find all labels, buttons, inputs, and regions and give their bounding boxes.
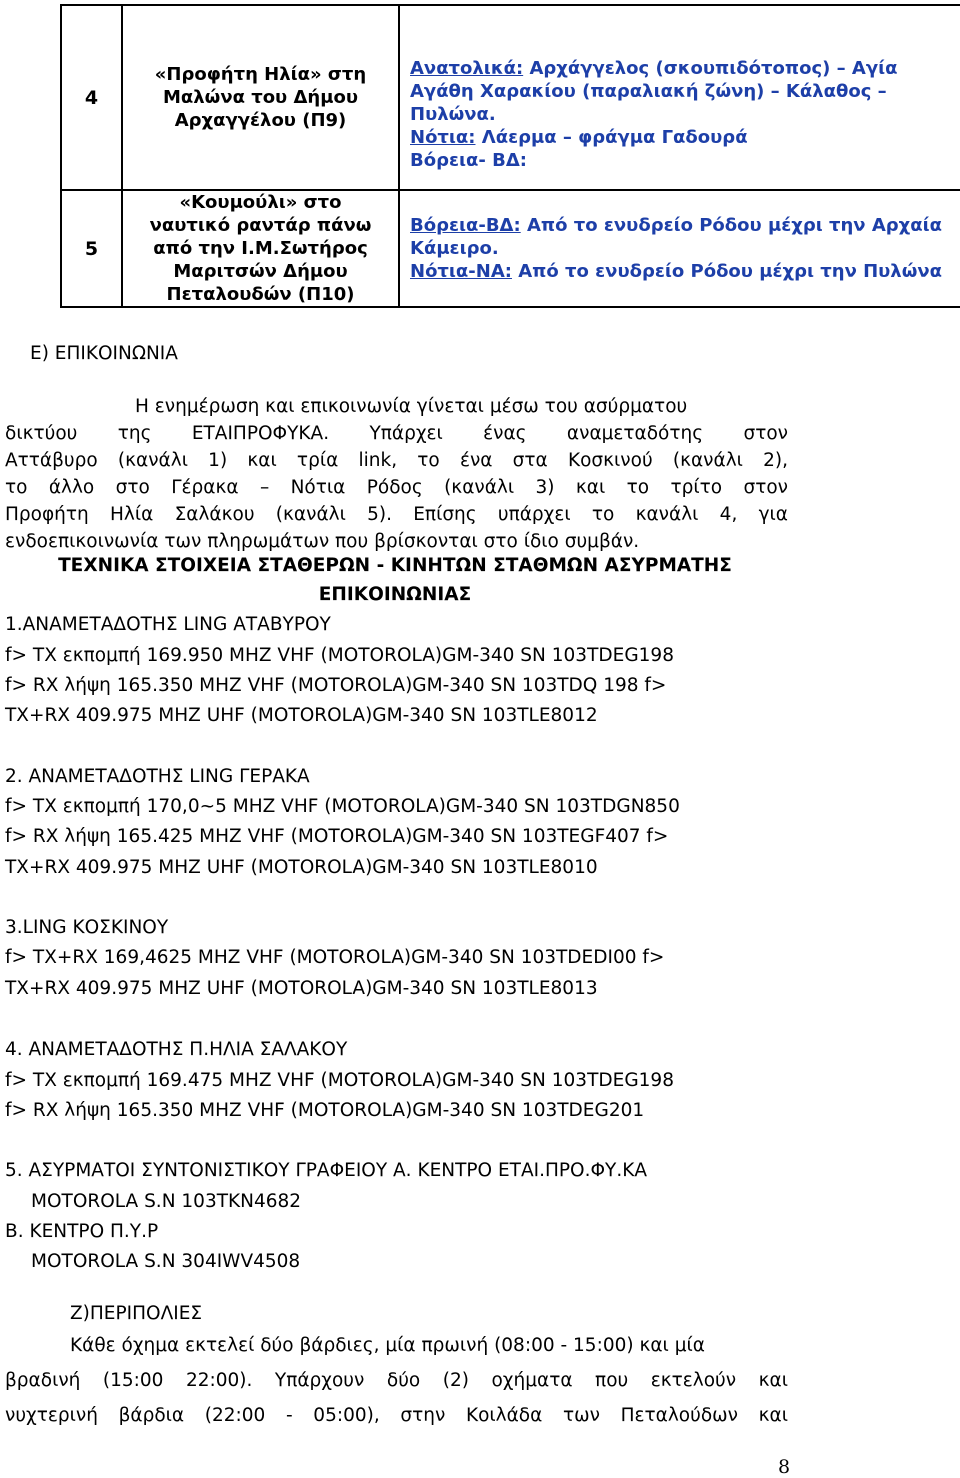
paragraph-line: Η ενημέρωση και επικοινωνία γίνεται μέσω του ασύρματου — [135, 396, 688, 417]
block-heading: 3.LING ΚΟΣΚΙΝΟΥ — [5, 917, 169, 938]
north-label: Βόρεια-ΒΔ: — [410, 215, 521, 236]
paragraph-line: Προφήτη Ηλία Σαλάκου (κανάλι 5). Επίσης υπάρχει το κανάλι 4, για — [5, 504, 788, 525]
paragraph-line: νυχτερινή βάρδια (22:00 - 05:00), στην Κοιλάδα των Πεταλούδων και — [5, 1405, 788, 1426]
location-line: από την Ι.Μ.Σωτήρος — [153, 238, 368, 259]
north-line: Βόρεια-ΒΔ: Από το ενυδρείο Ρόδου μέχρι την Αρχαία — [410, 215, 942, 236]
freq-line: f> RX λήψη 165.425 MHZ VHF (MOTOROLA)GM-340 SN 103TEGF407 f> — [5, 826, 669, 847]
east-line-3: Πυλώνα. — [410, 104, 496, 125]
block-heading: 4. ΑΝΑΜΕΤΑΔΟΤΗΣ Π.ΗΛΙΑ ΣΑΛΑΚΟΥ — [5, 1039, 348, 1060]
south-line: Νότια-ΝΑ: Από το ενυδρείο Ρόδου μέχρι την Πυλώνα — [410, 261, 942, 282]
freq-line: f> TX εκπομπή 170,0~5 MHZ VHF (MOTOROLA)GM-340 SN 103TDGN850 — [5, 796, 680, 817]
paragraph-line: Κάθε όχημα εκτελεί δύο βάρδιες, μία πρωινή (08:00 - 15:00) και μία — [70, 1335, 705, 1356]
north-line-2: Κάμειρο. — [410, 238, 499, 259]
block-heading: 5. ΑΣΥΡΜΑΤΟΙ ΣΥΝΤΟΝΙΣΤΙΚΟΥ ΓΡΑΦΕΙΟΥ Α. ΚΕΝΤΡΟ ΕΤΑΙ.ΠΡΟ.ΦΥ.ΚΑ — [5, 1160, 648, 1181]
technical-title-2: ΕΠΙΚΟΙΝΩΝΙΑΣ — [318, 584, 472, 605]
table-row — [61, 190, 960, 307]
row-location — [122, 190, 399, 307]
table-row — [61, 5, 960, 190]
paragraph-line: βραδινή (15:00 22:00). Υπάρχουν δύο (2) οχήματα που εκτελούν και — [5, 1370, 788, 1391]
row-description — [399, 190, 960, 307]
technical-title: ΤΕΧΝΙΚΑ ΣΤΟΙΧΕΙΑ ΣΤΑΘΕΡΩΝ - ΚΙΝΗΤΩΝ ΣΤΑΘΜΩΝ ΑΣΥΡΜΑΤΗΣ — [58, 555, 732, 576]
freq-line: f> TX+RX 169,4625 MHZ VHF (MOTOROLA)GM-340 SN 103TDEDI00 f> — [5, 947, 665, 968]
freq-line: f> RX λήψη 165.350 MHZ VHF (MOTOROLA)GM-340 SN 103TDQ 198 f> — [5, 675, 667, 696]
location-line: ναυτικό ραντάρ πάνω — [149, 215, 372, 236]
east-line-2: Αγάθη Χαρακίου (παραλιακή ζώνη) – Κάλαθος – — [410, 81, 887, 102]
row-number: 4 — [61, 5, 122, 190]
location-line: Πεταλουδών (Π10) — [166, 284, 355, 305]
location-line: Μαριτσών Δήμου — [173, 261, 348, 282]
south-line: Νότια: Λάερμα – φράγμα Γαδουρά — [410, 127, 748, 148]
paragraph-line: ενδοεπικοινωνία των πληρωμάτων που βρίσκονται στο ίδιο συμβάν. — [5, 531, 640, 552]
section-e-heading: Ε) ΕΠΙΚΟΙΝΩΝΙΑ — [30, 343, 178, 364]
freq-line: TX+RX 409.975 MHZ UHF (MOTOROLA)GM-340 SN 103TLE8012 — [5, 705, 598, 726]
zones-table — [60, 4, 960, 308]
serial-line: MOTOROLA S.N 304IWV4508 — [31, 1251, 301, 1272]
location-line: «Κουμούλι» στο — [179, 192, 342, 213]
south-label: Νότια: — [410, 127, 476, 148]
location-line: Μαλώνα του Δήμου — [163, 87, 358, 108]
paragraph-line: δικτύου της ΕΤΑΙΠΡΟΦΥΚΑ. Υπάρχει ένας αναμεταδότης στον — [5, 423, 788, 444]
freq-line: f> RX λήψη 165.350 MHZ VHF (MOTOROLA)GM-340 SN 103TDEG201 — [5, 1100, 645, 1121]
location-line: Αρχαγγέλου (Π9) — [174, 110, 347, 131]
row-location — [122, 5, 399, 190]
freq-line: TX+RX 409.975 MHZ UHF (MOTOROLA)GM-340 SN 103TLE8013 — [5, 978, 598, 999]
south-label: Νότια-ΝΑ: — [410, 261, 512, 282]
page-number: 8 — [778, 1456, 791, 1478]
block-subheading: Β. ΚΕΝΤΡΟ Π.Υ.Ρ — [5, 1221, 159, 1242]
row-number: 5 — [61, 190, 122, 307]
east-line: Ανατολικά: Αρχάγγελος (σκουπιδότοπος) – Αγία — [410, 58, 898, 79]
block-heading: 1.ΑΝΑΜΕΤΑΔΟΤΗΣ LING ΑΤΑΒΥΡΟΥ — [5, 614, 331, 635]
paragraph-line: το άλλο στο Γέρακα – Νότια Ρόδος (κανάλι 3) και το τρίτο στον — [5, 477, 788, 498]
paragraph-line: Αττάβυρο (κανάλι 1) και τρία link, το ένα στα Κοσκινού (κανάλι 2), — [5, 450, 788, 471]
location-line: «Προφήτη Ηλία» στη — [154, 64, 367, 85]
freq-line: TX+RX 409.975 MHZ UHF (MOTOROLA)GM-340 SN 103TLE8010 — [5, 857, 598, 878]
section-z-heading: Ζ)ΠΕΡΙΠΟΛΙΕΣ — [70, 1303, 203, 1324]
north-line: Βόρεια- ΒΔ: — [410, 150, 527, 171]
block-heading: 2. ΑΝΑΜΕΤΑΔΟΤΗΣ LING ΓΕΡΑΚΑ — [5, 766, 310, 787]
freq-line: f> TX εκπομπή 169.475 MHZ VHF (MOTOROLA)GM-340 SN 103TDEG198 — [5, 1070, 674, 1091]
row-description — [399, 5, 960, 190]
serial-line: MOTOROLA S.N 103TKN4682 — [31, 1191, 302, 1212]
freq-line: f> TX εκπομπή 169.950 MHZ VHF (MOTOROLA)GM-340 SN 103TDEG198 — [5, 645, 674, 666]
east-label: Ανατολικά: — [410, 58, 524, 79]
